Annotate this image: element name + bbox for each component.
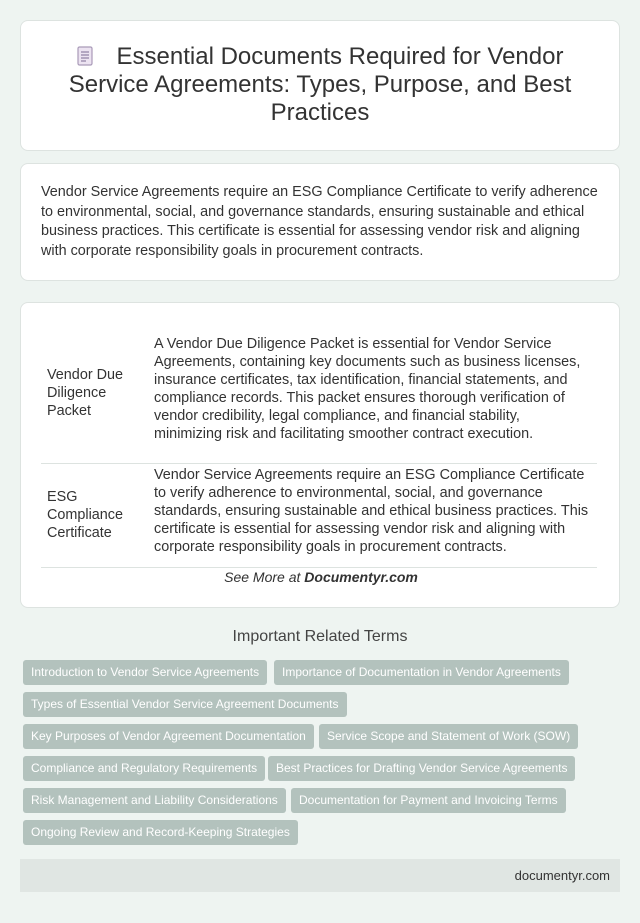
- footer: [20, 859, 620, 892]
- related-term-tag[interactable]: Types of Essential Vendor Service Agreement Documents: [23, 692, 347, 717]
- table-term: Vendor Due Diligence Packet: [41, 323, 147, 463]
- related-term-tag[interactable]: Risk Management and Liability Considerations: [23, 788, 286, 813]
- page-title-text: Essential Documents Required for Vendor Service Agreements: Types, Purpose, and Best Practices: [68, 43, 572, 126]
- related-term-tag[interactable]: Key Purposes of Vendor Agreement Documentation: [23, 724, 314, 749]
- intro-paragraph: Vendor Service Agreements require an ESG Compliance Certificate to verify adherence to environmental, social, and governance standards, ensuring sustainable and ethical business practices. This certificate is essential for assessing vendor risk and aligning with corporate responsibility goals in procurement contracts.: [41, 184, 598, 259]
- related-term-tag[interactable]: Importance of Documentation in Vendor Agreements: [274, 660, 569, 685]
- table-term: ESG Compliance Certificate: [41, 463, 147, 567]
- related-term-tag[interactable]: Introduction to Vendor Service Agreements: [23, 660, 267, 685]
- document-table-card: [20, 302, 620, 608]
- related-term-tag[interactable]: Best Practices for Drafting Vendor Service Agreements: [268, 756, 575, 781]
- related-term-tag[interactable]: Compliance and Regulatory Requirements: [23, 756, 265, 781]
- table-description: A Vendor Due Diligence Packet is essential for Vendor Service Agreements, containing key documents such as business licenses, insurance certificates, tax identification, financial statements, and compliance records. This packet ensures thorough verification of vendor credibility, legal compliance, and financial stability, minimizing risk and facilitating smoother contract execution.: [147, 323, 597, 463]
- table-row: [41, 463, 597, 567]
- table-row: [41, 323, 597, 463]
- related-term-tag[interactable]: Service Scope and Statement of Work (SOW): [319, 724, 578, 749]
- table-description: Vendor Service Agreements require an ESG Compliance Certificate to verify adherence to environmental, social, and governance standards, ensuring sustainable and ethical business practices. This certificate is essential for assessing vendor risk and aligning with corporate responsibility goals in procurement contracts.: [147, 463, 597, 567]
- title-card: [20, 20, 620, 151]
- footer-site-link[interactable]: documentyr.com: [514, 868, 610, 883]
- document-table: [41, 323, 597, 568]
- related-term-tag[interactable]: Documentation for Payment and Invoicing Terms: [291, 788, 566, 813]
- see-more-prefix: See More at: [224, 569, 305, 585]
- document-icon: [77, 45, 93, 65]
- page-title: [51, 43, 589, 127]
- see-more-link[interactable]: Documentyr.com: [304, 569, 418, 585]
- see-more: [21, 569, 621, 585]
- related-term-tag[interactable]: Ongoing Review and Record-Keeping Strategies: [23, 820, 298, 845]
- related-terms-title: Important Related Terms: [232, 628, 408, 645]
- intro-card: [20, 163, 620, 281]
